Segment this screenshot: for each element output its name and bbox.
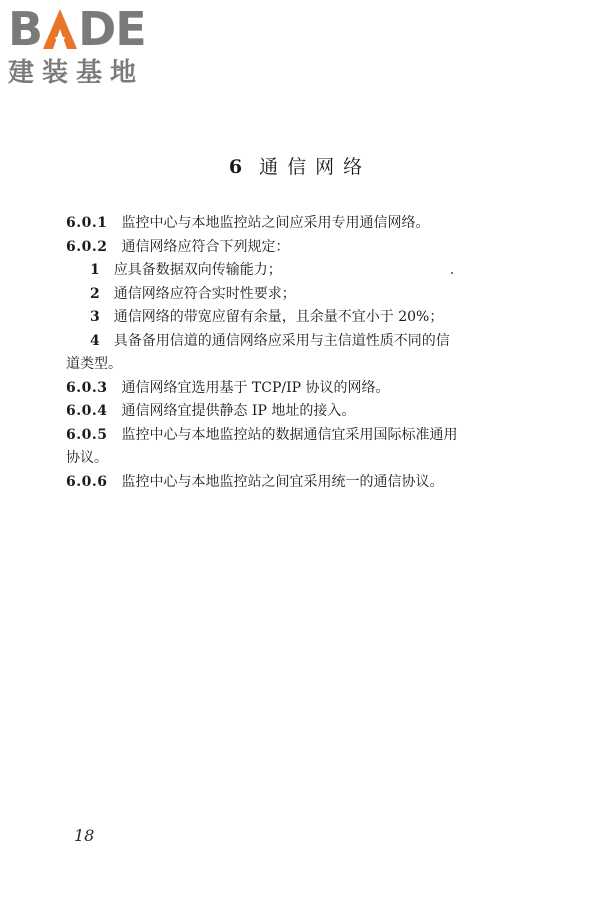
clause-6-0-6 (66, 471, 516, 495)
list-item-4-continued (66, 353, 516, 377)
chapter-number: 6 (228, 156, 252, 178)
chapter-body (66, 212, 516, 494)
chapter-title: 通信网络 (259, 156, 372, 178)
logo-accent-a-icon (43, 9, 77, 49)
clause-text-line1: 监控中心与本地监控站的数据通信宜采用国际标准通用 (121, 426, 458, 443)
item-text-line1: 具备备用信道的通信网络应采用与主信道性质不同的信 (113, 332, 450, 349)
clause-text-line2: 协议。 (66, 450, 108, 466)
clause-number: 6.0.2 (66, 238, 108, 255)
clause-6-0-5-continued (66, 447, 516, 471)
clause-number: 6.0.5 (66, 426, 108, 443)
clause-text: 通信网络宜选用基于 TCP/IP 协议的网络。 (121, 379, 390, 396)
clause-6-0-3 (66, 377, 516, 401)
clause-6-0-5 (66, 424, 516, 448)
logo-wordmark (8, 4, 178, 54)
clause-6-0-1 (66, 212, 516, 236)
item-text-line2: 道类型。 (66, 356, 122, 372)
clause-number: 6.0.1 (66, 215, 108, 231)
item-number: 3 (90, 309, 100, 325)
list-item-4 (66, 330, 516, 354)
page-number: 18 (74, 826, 95, 845)
clause-number: 6.0.6 (66, 473, 108, 490)
clause-6-0-4 (66, 400, 516, 424)
clause-text: 通信网络宜提供静态 IP 地址的接入。 (121, 403, 356, 419)
item-text: 应具备数据双向传输能力； (113, 262, 282, 278)
list-item-2 (66, 283, 516, 307)
item-number: 4 (90, 332, 100, 349)
logo-subtitle: 建装基地 (8, 58, 145, 88)
clause-6-0-2 (66, 236, 516, 260)
logo-letter-b: B (8, 2, 43, 56)
item-text: 通信网络应符合实时性要求； (113, 285, 296, 302)
item-number: 2 (90, 285, 100, 302)
clause-text: 通信网络应符合下列规定： (121, 238, 290, 255)
list-item-1 (66, 259, 516, 283)
chapter-heading (0, 152, 600, 179)
clause-number: 6.0.3 (66, 379, 108, 396)
item-number: 1 (90, 262, 100, 278)
clause-number: 6.0.4 (66, 403, 108, 419)
logo-letters-de: DE (78, 2, 146, 56)
list-item-3 (66, 306, 516, 330)
logo (8, 4, 178, 90)
clause-text: 监控中心与本地监控站之间宜采用统一的通信协议。 (121, 473, 444, 490)
clause-text: 监控中心与本地监控站之间应采用专用通信网络。 (121, 215, 430, 231)
item-text: 通信网络的带宽应留有余量，且余量不宜小于 20%； (113, 309, 444, 325)
